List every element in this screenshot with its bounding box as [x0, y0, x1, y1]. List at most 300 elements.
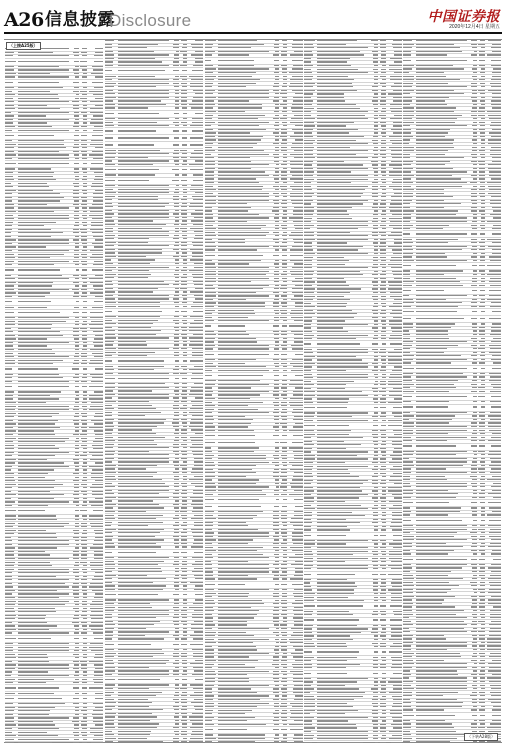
table-cell [105, 479, 118, 482]
placeholder-stroke [118, 695, 157, 696]
placeholder-stroke [94, 261, 103, 262]
table-cell [172, 365, 180, 368]
table-cell [272, 47, 280, 50]
placeholder-stroke [73, 82, 80, 83]
table-cell [205, 100, 218, 103]
table-cell [118, 164, 172, 167]
table-cell [218, 239, 272, 242]
placeholder-stroke [190, 137, 203, 138]
placeholder-stroke [5, 739, 14, 740]
table-cell [118, 179, 172, 182]
placeholder-stroke [194, 461, 203, 462]
table-cell [187, 90, 203, 93]
placeholder-stroke [192, 557, 203, 558]
table-cell [105, 97, 118, 100]
placeholder-stroke [93, 69, 103, 70]
placeholder-stroke [218, 68, 270, 69]
table-cell [18, 661, 72, 664]
placeholder-stroke [190, 447, 203, 448]
placeholder-stroke [18, 586, 70, 587]
placeholder-stroke [218, 107, 262, 108]
table-cell [5, 402, 18, 405]
placeholder-stroke [80, 455, 87, 456]
table-cell [179, 706, 187, 709]
placeholder-stroke [73, 551, 80, 552]
table-cell [87, 646, 103, 649]
table-cell [187, 443, 203, 446]
table-cell [79, 678, 87, 681]
placeholder-stroke [80, 98, 87, 99]
table-cell [87, 374, 103, 377]
placeholder-stroke [90, 101, 103, 102]
table-cell [179, 40, 187, 43]
placeholder-stroke [218, 54, 249, 55]
table-cell [187, 638, 203, 641]
table-cell [79, 331, 87, 334]
placeholder-stroke [18, 94, 59, 95]
table-cell [72, 547, 80, 550]
table-cell [279, 164, 287, 167]
table-cell [5, 441, 18, 444]
table-cell [118, 137, 172, 140]
table-cell [172, 164, 180, 167]
placeholder-stroke [218, 47, 251, 48]
table-cell [179, 521, 187, 524]
placeholder-stroke [105, 249, 115, 250]
table-cell [205, 139, 218, 142]
table-cell [172, 631, 180, 634]
table-cell [187, 397, 203, 400]
table-cell [72, 81, 80, 84]
table-cell [87, 211, 103, 214]
placeholder-stroke [218, 122, 270, 123]
table-cell [79, 94, 87, 97]
table-cell [118, 298, 172, 301]
placeholder-stroke [105, 360, 112, 361]
placeholder-stroke [105, 302, 116, 303]
table-cell [187, 112, 203, 115]
placeholder-stroke [105, 552, 112, 553]
table-cell [87, 331, 103, 334]
placeholder-stroke [289, 217, 303, 218]
table-cell [187, 157, 203, 160]
placeholder-stroke [194, 522, 203, 523]
placeholder-stroke [118, 306, 160, 307]
placeholder-stroke [118, 635, 145, 636]
placeholder-stroke [90, 250, 103, 251]
table-cell [172, 599, 180, 602]
table-cell [205, 270, 218, 273]
table-cell [5, 597, 18, 600]
table-cell [18, 368, 72, 371]
table-row [105, 167, 203, 174]
table-cell [287, 82, 303, 85]
placeholder-stroke [292, 143, 303, 144]
placeholder-stroke [105, 585, 115, 586]
table-cell [18, 416, 72, 419]
table-cell [172, 390, 180, 393]
placeholder-stroke [173, 699, 180, 700]
table-cell [179, 539, 187, 542]
table-cell [18, 583, 72, 586]
placeholder-stroke [93, 193, 103, 194]
table-cell [187, 238, 203, 241]
table-cell [87, 583, 103, 586]
placeholder-stroke [272, 210, 279, 211]
table-cell [72, 522, 80, 525]
table-cell [172, 411, 180, 414]
table-cell [105, 575, 118, 578]
placeholder-stroke [5, 275, 11, 276]
table-cell [187, 185, 203, 188]
placeholder-stroke [94, 664, 103, 665]
table-cell [87, 352, 103, 355]
table-cell [118, 227, 172, 230]
table-cell [105, 691, 118, 694]
table-cell [172, 249, 180, 252]
table-cell [18, 197, 72, 200]
placeholder-stroke [194, 706, 203, 707]
table-cell [287, 270, 303, 273]
table-cell [5, 692, 18, 695]
placeholder-stroke [5, 526, 13, 527]
placeholder-stroke [118, 599, 170, 600]
table-cell [72, 558, 80, 561]
table-cell [205, 114, 218, 117]
table-cell [79, 193, 87, 196]
placeholder-stroke [105, 437, 113, 438]
table-cell [87, 381, 103, 384]
table-cell [18, 738, 72, 741]
table-cell [79, 409, 87, 412]
table-cell [187, 149, 203, 152]
table-cell [187, 688, 203, 691]
placeholder-stroke [91, 321, 103, 322]
table-cell [18, 522, 72, 525]
table-cell [79, 381, 87, 384]
table-cell [79, 197, 87, 200]
table-row [5, 59, 103, 66]
placeholder-stroke [189, 369, 203, 370]
placeholder-stroke [18, 427, 60, 428]
table-cell [172, 319, 180, 322]
placeholder-stroke [80, 328, 87, 329]
placeholder-stroke [105, 422, 113, 423]
table-cell [72, 697, 80, 700]
table-cell [287, 161, 303, 164]
placeholder-stroke [181, 429, 188, 430]
table-cell [105, 295, 118, 298]
table-cell [172, 564, 180, 567]
table-cell [172, 667, 180, 670]
table-cell [205, 132, 218, 135]
placeholder-stroke [5, 593, 12, 594]
table-cell [179, 227, 187, 230]
placeholder-stroke [91, 225, 103, 226]
table-cell [87, 73, 103, 76]
placeholder-stroke [18, 579, 70, 580]
placeholder-stroke [18, 519, 57, 520]
placeholder-stroke [294, 263, 303, 264]
table-cell [5, 214, 18, 217]
placeholder-stroke [90, 292, 103, 293]
table-cell [5, 398, 18, 401]
table-cell [79, 416, 87, 419]
table-cell [118, 334, 172, 337]
placeholder-stroke [118, 461, 170, 462]
placeholder-stroke [93, 717, 103, 718]
table-cell [87, 671, 103, 674]
table-cell [18, 430, 72, 433]
table-row [5, 367, 103, 374]
table-cell [105, 599, 118, 602]
table-cell [5, 721, 18, 724]
table-cell [18, 632, 72, 635]
table-cell [118, 716, 172, 719]
table-cell [287, 249, 303, 252]
placeholder-stroke [218, 157, 250, 158]
table-cell [5, 331, 18, 334]
table-cell [187, 663, 203, 666]
placeholder-stroke [218, 154, 270, 155]
table-cell [79, 269, 87, 272]
table-cell [118, 429, 172, 432]
placeholder-stroke [18, 565, 53, 566]
placeholder-stroke [5, 374, 13, 375]
table-cell [105, 426, 118, 429]
table-cell [79, 576, 87, 579]
table-cell [72, 462, 80, 465]
table-cell [287, 139, 303, 142]
placeholder-stroke [205, 217, 213, 218]
table-cell [72, 593, 80, 596]
table-cell [18, 112, 72, 115]
placeholder-stroke [105, 130, 113, 131]
table-cell [105, 263, 118, 266]
table-cell [18, 386, 72, 389]
table-cell [79, 250, 87, 253]
table-cell [72, 483, 80, 486]
placeholder-stroke [218, 255, 264, 256]
table-cell [79, 363, 87, 366]
table-cell [118, 575, 172, 578]
table-cell [18, 597, 72, 600]
placeholder-stroke [105, 160, 112, 161]
table-cell [187, 206, 203, 209]
table-cell [179, 323, 187, 326]
placeholder-stroke [105, 174, 116, 175]
table-cell [105, 348, 118, 351]
table-cell [18, 391, 72, 394]
placeholder-stroke [5, 661, 12, 662]
disclosure-table [4, 39, 502, 743]
table-cell [172, 659, 180, 662]
table-cell [205, 161, 218, 164]
table-cell [279, 104, 287, 107]
table-cell [118, 706, 172, 709]
table-cell [179, 234, 187, 237]
table-cell [187, 319, 203, 322]
table-cell [272, 175, 280, 178]
table-cell [105, 532, 118, 535]
placeholder-stroke [18, 285, 52, 286]
placeholder-stroke [192, 674, 203, 675]
table-cell [118, 323, 172, 326]
placeholder-stroke [291, 147, 303, 148]
placeholder-stroke [94, 576, 103, 577]
placeholder-stroke [280, 104, 287, 105]
placeholder-stroke [190, 727, 203, 728]
placeholder-stroke [195, 585, 203, 586]
table-cell [172, 281, 180, 284]
table-cell [179, 475, 187, 478]
table-cell [179, 210, 187, 213]
table-cell [72, 368, 80, 371]
table-cell [279, 47, 287, 50]
placeholder-stroke [92, 135, 103, 136]
table-cell [218, 47, 272, 50]
table-cell [118, 667, 172, 670]
table-cell [118, 75, 172, 78]
table-cell [105, 514, 118, 517]
placeholder-stroke [193, 302, 203, 303]
table-cell [172, 706, 180, 709]
placeholder-stroke [205, 139, 216, 140]
placeholder-stroke [192, 47, 203, 48]
table-cell [172, 54, 180, 57]
table-cell [187, 461, 203, 464]
table-cell [187, 628, 203, 631]
table-cell [172, 252, 180, 255]
table-cell [172, 429, 180, 432]
placeholder-stroke [5, 368, 12, 369]
table-cell [87, 338, 103, 341]
table-cell [79, 296, 87, 299]
table-cell [5, 409, 18, 412]
table-cell [18, 239, 72, 242]
table-cell [105, 153, 118, 156]
placeholder-stroke [18, 540, 70, 541]
table-cell [5, 320, 18, 323]
table-cell [279, 59, 287, 62]
placeholder-stroke [105, 397, 112, 398]
placeholder-stroke [118, 723, 159, 724]
table-cell [218, 68, 272, 71]
placeholder-stroke [18, 101, 70, 102]
table-cell [172, 112, 180, 115]
table-cell [72, 331, 80, 334]
placeholder-stroke [18, 703, 65, 704]
table-cell [218, 40, 272, 43]
table-cell [72, 611, 80, 614]
placeholder-stroke [105, 720, 114, 721]
table-cell [105, 716, 118, 719]
placeholder-stroke [105, 589, 115, 590]
table-cell [105, 482, 118, 485]
placeholder-stroke [173, 44, 180, 45]
table-cell [87, 462, 103, 465]
table-cell [118, 234, 172, 237]
placeholder-stroke [105, 323, 116, 324]
table-cell [72, 420, 80, 423]
table-cell [18, 331, 72, 334]
table-cell [172, 617, 180, 620]
placeholder-stroke [72, 289, 79, 290]
placeholder-stroke [5, 130, 12, 131]
table-cell [118, 369, 172, 372]
table-cell [87, 687, 103, 690]
placeholder-stroke [105, 352, 116, 353]
table-cell [79, 498, 87, 501]
placeholder-stroke [5, 353, 13, 354]
placeholder-stroke [89, 207, 103, 208]
table-cell [79, 87, 87, 90]
table-cell [105, 242, 118, 245]
placeholder-stroke [5, 229, 12, 230]
table-cell [87, 55, 103, 58]
table-cell [118, 461, 172, 464]
placeholder-stroke [95, 438, 103, 439]
placeholder-stroke [192, 649, 203, 650]
placeholder-stroke [105, 507, 113, 508]
table-cell [218, 82, 272, 85]
table-cell [18, 97, 72, 100]
placeholder-stroke [18, 654, 47, 655]
table-cell [18, 409, 72, 412]
table-cell [279, 178, 287, 181]
table-cell [279, 231, 287, 234]
table-cell [172, 486, 180, 489]
table-cell [287, 40, 303, 43]
table-cell [118, 617, 172, 620]
table-cell [5, 586, 18, 589]
table-cell [87, 561, 103, 564]
placeholder-stroke [18, 342, 70, 343]
table-cell [105, 277, 118, 280]
table-cell [272, 239, 280, 242]
table-cell [105, 355, 118, 358]
table-cell [287, 171, 303, 174]
table-cell [105, 472, 118, 475]
table-cell [79, 154, 87, 157]
placeholder-stroke [118, 447, 170, 448]
table-cell [5, 632, 18, 635]
placeholder-stroke [105, 472, 116, 473]
placeholder-stroke [5, 484, 16, 485]
table-cell [179, 348, 187, 351]
table-cell [72, 590, 80, 593]
table-cell [18, 483, 72, 486]
table-cell [187, 121, 203, 124]
table-cell [5, 590, 18, 593]
table-cell [118, 447, 172, 450]
placeholder-stroke [18, 126, 52, 127]
placeholder-stroke [89, 687, 103, 688]
table-cell [118, 468, 172, 471]
table-cell [187, 144, 203, 147]
table-cell [118, 557, 172, 560]
table-cell [187, 451, 203, 454]
placeholder-stroke [194, 267, 203, 268]
placeholder-stroke [118, 594, 158, 595]
table-cell [72, 735, 80, 738]
table-cell [118, 360, 172, 363]
table-cell [87, 163, 103, 166]
table-cell [87, 643, 103, 646]
table-cell [5, 250, 18, 253]
table-cell [105, 79, 118, 82]
table-cell [218, 114, 272, 117]
